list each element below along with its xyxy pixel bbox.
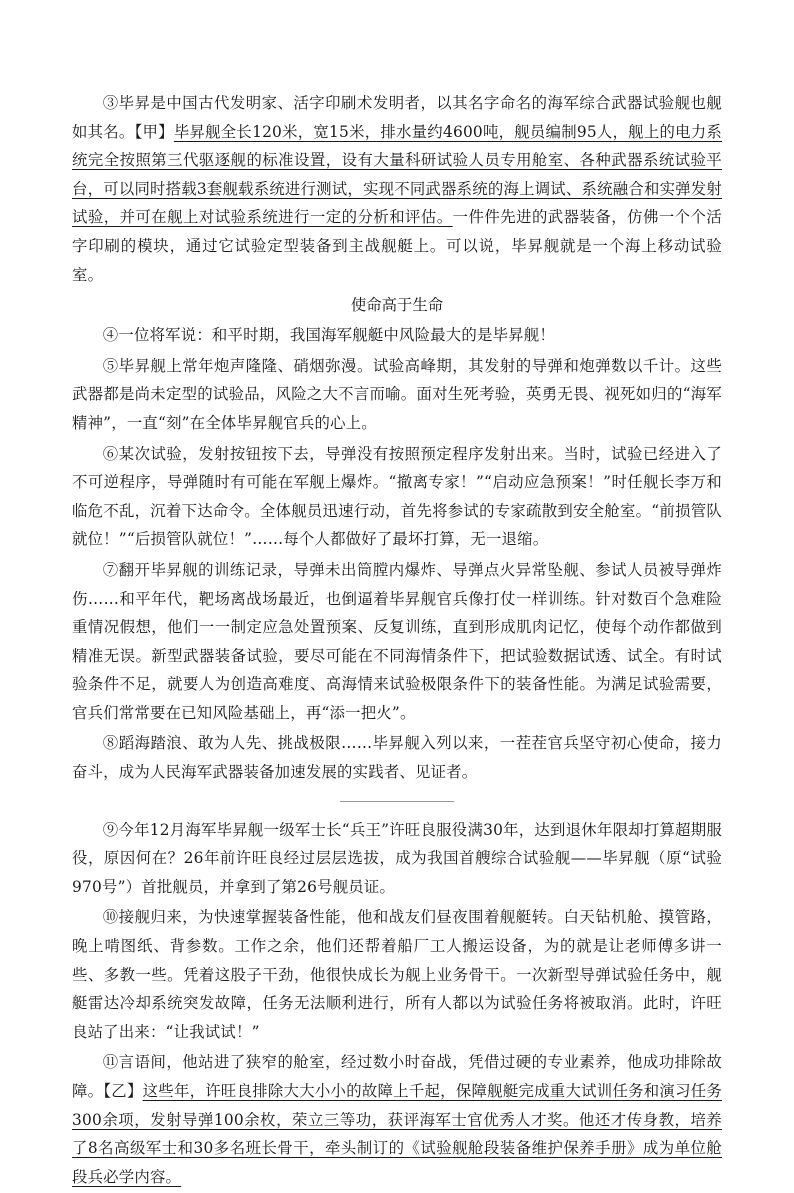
- paragraph-3: [72, 89, 722, 289]
- paragraph-3-tail: 一件件先进的武器装备，仿佛一个个活字印刷的模块，通过它试验定型装备到主战舰艇上。可以说，毕昇舰就是一个海上移动试验室。: [72, 208, 722, 284]
- mark-yi: 【乙】: [103, 1082, 143, 1100]
- paragraph-3-lead: ③毕昇是中国古代发明家、活字印刷术发明者，以其名字命名的海军综合武器试验舰也舰如其名。: [72, 94, 722, 141]
- section-divider: [340, 801, 454, 802]
- paragraph-7: ⑦翻开毕昇舰的训练记录，导弹未出筒膛内爆炸、导弹点火异常坠舰、参试人员被导弹炸伤……和平年代，靶场离战场最近，也倒逼着毕昇舰官兵像打仗一样训练。针对数百个急难险重情况假想，他们一一制定应急处置预案、反复训练，直到形成肌肉记忆，使每个动作都做到精准无误。新型武器装备试验，要尽可能在不同海情条件下，把试验数据试透、试全。有时试验条件不足，就要人为创造高难度、高海情来试验极限条件下的装备性能。为满足试验需要，官兵们常常要在已知风险基础上，再“添一把火”。: [72, 560, 722, 722]
- paragraph-11-lead: ⑪言语间，他站进了狭窄的舱室，经过数小时奋战，凭借过硬的专业素养，他成功排除故障。: [72, 1053, 722, 1100]
- mark-jia: 【甲】: [134, 122, 174, 141]
- paragraph-11-underlined: 这些年，许旺良排除大大小小的故障上千起，保障舰艇完成重大试训任务和演习任务300余项，发射导弹100余枚，荣立三等功，获评海军士官优秀人才奖。他还才传身教，培养了8名高级军士和30多名班长骨干，牵头制订的《试验舰舱段装备维护保养手册》成为单位舱段兵必学内容。: [72, 1082, 723, 1186]
- paragraph-9: ⑨今年12月海军毕昇舰一级军士长“兵王”许旺良服役满30年，达到退休年限却打算超期服役，原因何在？26年前许旺良经过层层选拔，成为我国首艘综合试验舰——毕昇舰（原“试验970号”）首批舰员，并拿到了第26号舰员证。: [72, 820, 722, 896]
- article-page: [72, 89, 722, 1193]
- section-heading: 使命高于生命: [350, 296, 444, 315]
- paragraph-3-underlined: 毕昇舰全长120米，宽15米，排水量约4600吨，舰员编制95人，舰上的电力系统完全按照第三代驱逐舰的标准设置，设有大量科研试验人员专用舱室、各种武器系统试验平台，可以同时搭载3套舰载系统进行测试，实现不同武器系统的海上调试、系统融合和实弹发射试验，并可在舰上对试验系统进行一定的分析和评估。: [72, 122, 723, 227]
- paragraph-5: ⑤毕昇舰上常年炮声隆隆、硝烟弥漫。试验高峰期，其发射的导弹和炮弹数以千计。这些武器都是尚未定型的试验品，风险之大不言而喻。面对生死考验，英勇无畏、视死如归的“海军精神”，一直“刻”在全体毕昇舰官兵的心上。: [72, 356, 722, 432]
- paragraph-11: [72, 1048, 722, 1191]
- paragraph-10: ⑩接舰归来，为快速掌握装备性能，他和战友们昼夜围着舰艇转。白天钻机舱、摸管路，晚上啃图纸、背参数。工作之余，他们还帮着船厂工人搬运设备，为的就是让老师傅多讲一些、多教一些。凭着这股子干劲，他很快成长为舰上业务骨干。一次新型导弹试验任务中，舰艇雷达冷却系统突发故障，任务无法顺利进行，所有人都以为试验任务将被取消。此时，许旺良站了出来：“让我试试！”: [72, 908, 722, 1041]
- paragraph-8: ⑧蹈海踏浪、敢为人先、挑战极限……毕昇舰入列以来，一茬茬官兵坚守初心使命，接力奋斗，成为人民海军武器装备加速发展的实践者、见证者。: [72, 734, 722, 782]
- paragraph-4: ④一位将军说：和平时期，我国海军舰艇中风险最大的是毕昇舰！: [102, 326, 555, 345]
- paragraph-6: ⑥某次试验，发射按钮按下去，导弹没有按照预定程序发射出来。当时，试验已经进入了不可逆程序，导弹随时有可能在军舰上爆炸。“撤离专家！”“启动应急预案！”时任舰长李万和临危不乱，沉着下达命令。全体舰员迅速行动，首先将参试的专家疏散到安全舱室。“前损管队就位！”“后损管队就位！”……每个人都做好了最坏打算，无一退缩。: [72, 444, 722, 549]
